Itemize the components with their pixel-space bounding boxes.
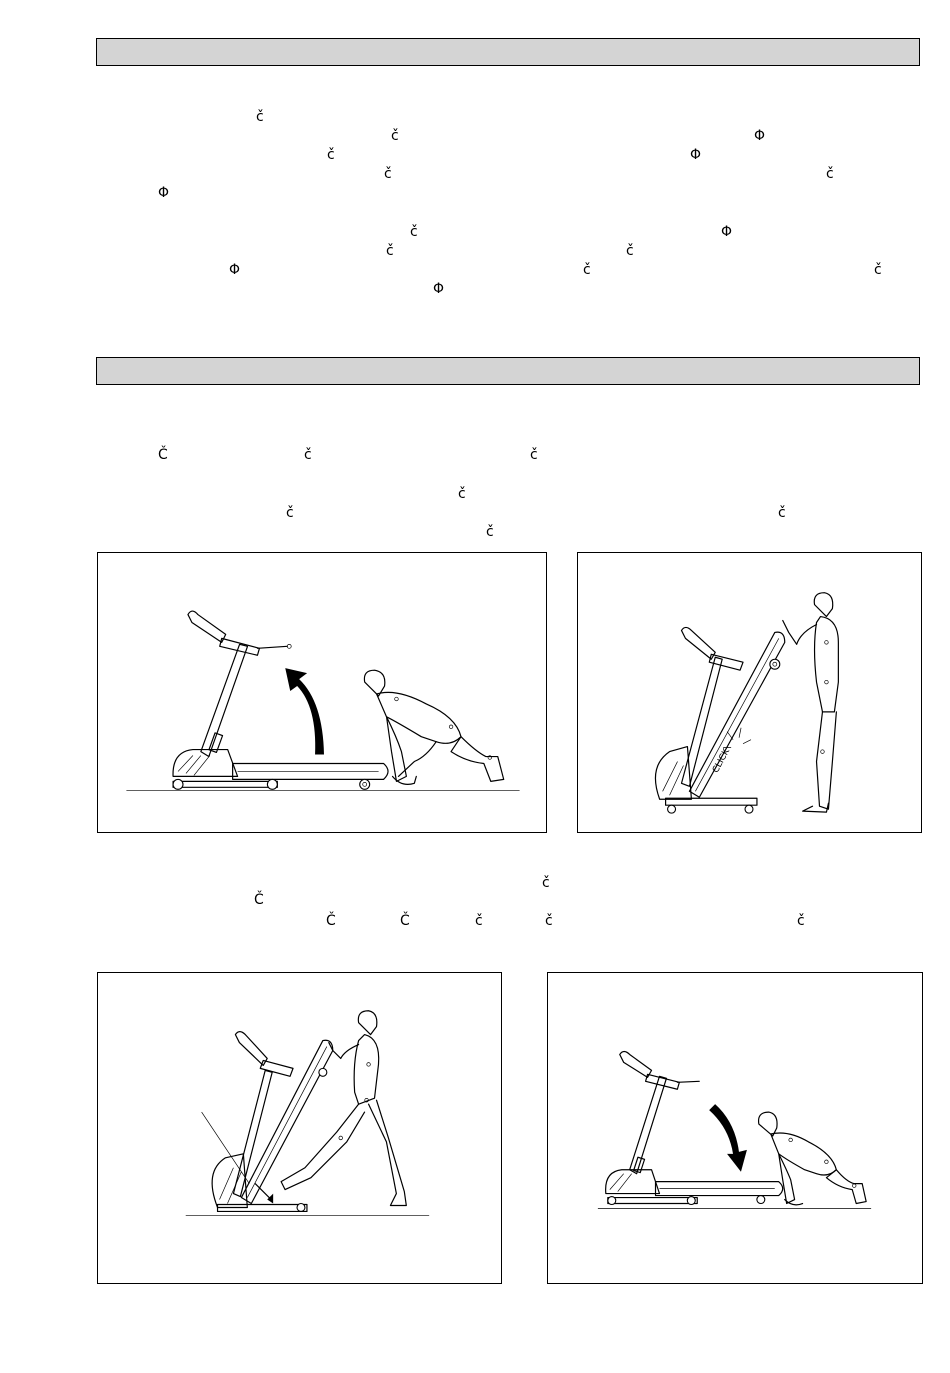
text-glyph: č bbox=[391, 128, 399, 144]
figure-unfold-lift-drawing bbox=[98, 553, 546, 832]
text-glyph: č bbox=[256, 109, 264, 125]
text-glyph: Φ bbox=[229, 262, 241, 278]
figure-release-latch bbox=[97, 972, 502, 1284]
section-header-bar-2 bbox=[96, 357, 920, 385]
text-glyph: Φ bbox=[433, 281, 445, 297]
text-glyph: Č bbox=[254, 892, 264, 908]
text-glyph: Č bbox=[326, 913, 336, 929]
text-glyph: č bbox=[797, 913, 805, 929]
click-callout: CLICK bbox=[711, 747, 733, 775]
text-glyph: Č bbox=[400, 913, 410, 929]
text-glyph: Φ bbox=[690, 147, 702, 163]
figure-upright-click-drawing bbox=[578, 553, 921, 832]
text-glyph: č bbox=[486, 524, 494, 540]
figure-lower-deck bbox=[547, 972, 923, 1284]
text-glyph: č bbox=[410, 224, 418, 240]
text-glyph: č bbox=[386, 243, 394, 259]
text-glyph: č bbox=[542, 875, 550, 891]
text-glyph: č bbox=[384, 166, 392, 182]
text-glyph: Φ bbox=[754, 128, 766, 144]
text-glyph: č bbox=[327, 147, 335, 163]
text-glyph: č bbox=[304, 447, 312, 463]
text-glyph: č bbox=[286, 505, 294, 521]
figure-release-latch-drawing bbox=[98, 973, 501, 1283]
text-glyph: č bbox=[778, 505, 786, 521]
text-glyph: Φ bbox=[158, 185, 170, 201]
text-glyph: Č bbox=[158, 447, 168, 463]
text-glyph: č bbox=[874, 262, 882, 278]
figure-unfold-lift bbox=[97, 552, 547, 833]
text-glyph: č bbox=[530, 447, 538, 463]
text-glyph: č bbox=[826, 166, 834, 182]
text-glyph: č bbox=[626, 243, 634, 259]
text-glyph: Φ bbox=[721, 224, 733, 240]
figure-lower-deck-drawing bbox=[548, 973, 922, 1283]
text-glyph: č bbox=[545, 913, 553, 929]
section-header-bar-1 bbox=[96, 38, 920, 66]
figure-upright-click bbox=[577, 552, 922, 833]
text-glyph: č bbox=[475, 913, 483, 929]
text-glyph: č bbox=[583, 262, 591, 278]
text-glyph: č bbox=[458, 486, 466, 502]
